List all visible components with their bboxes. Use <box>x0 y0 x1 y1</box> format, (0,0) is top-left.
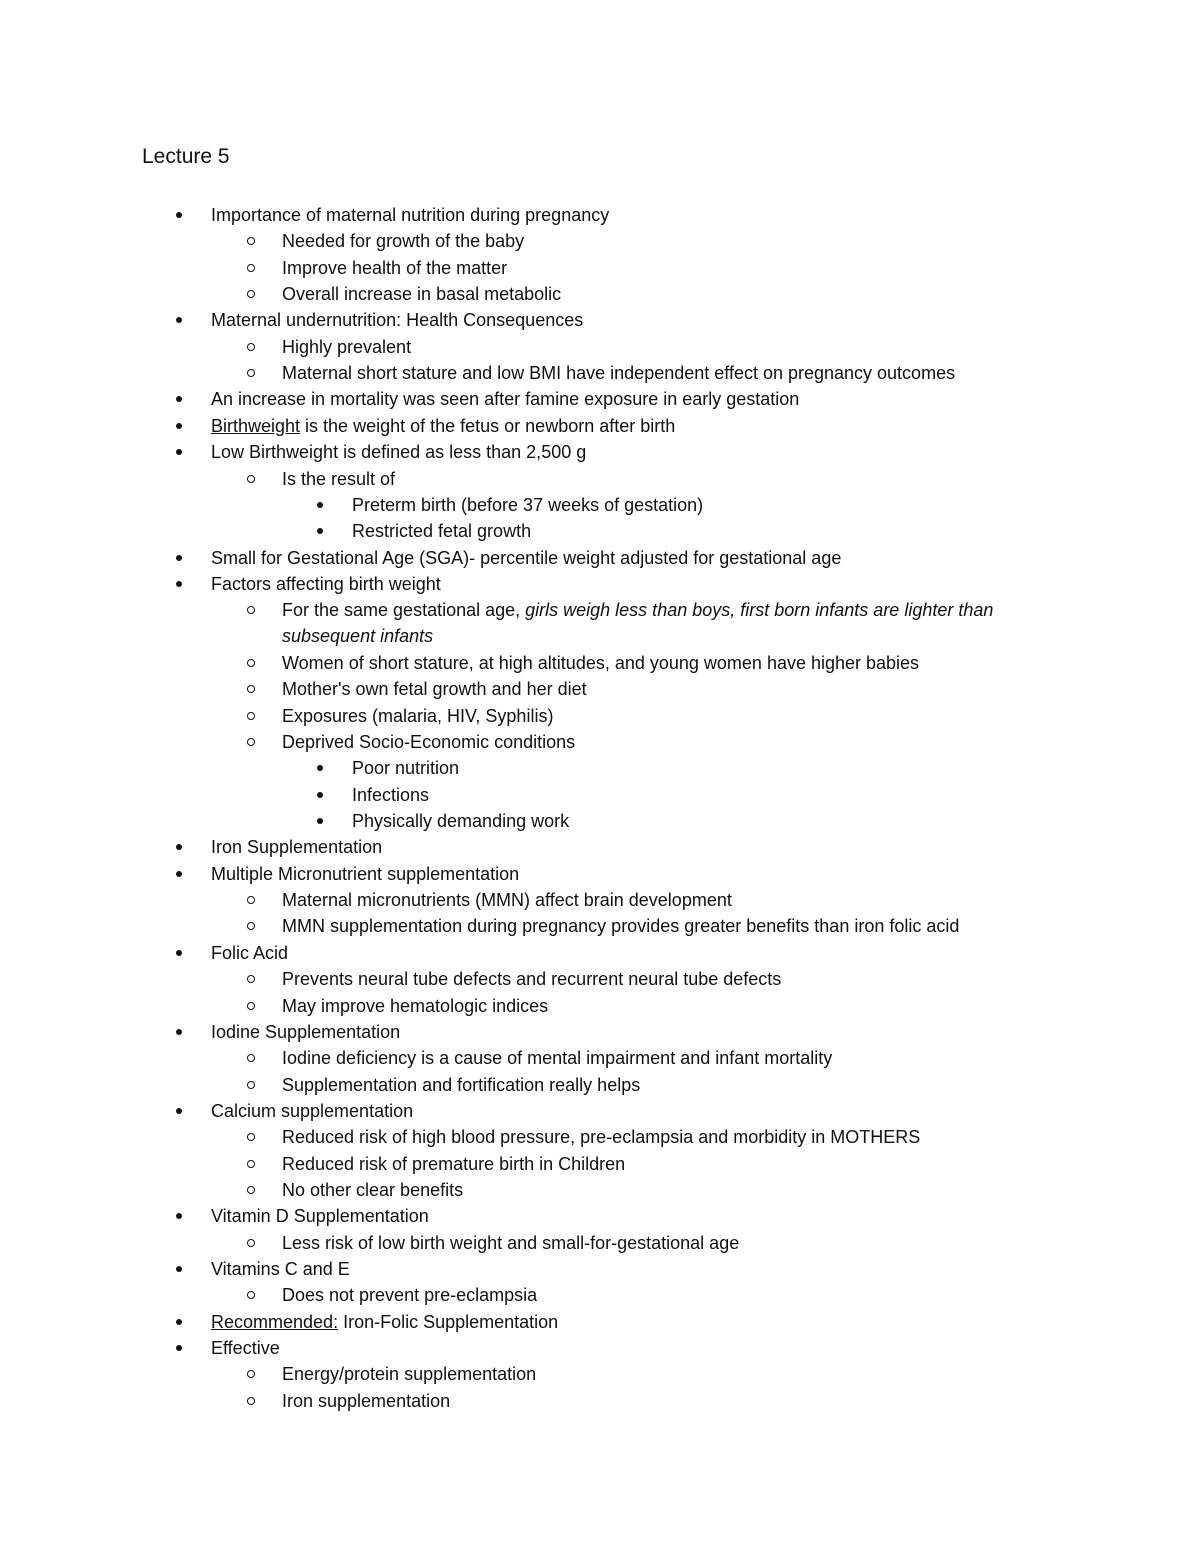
list-item-text: No other clear benefits <box>282 1179 464 1200</box>
list-item <box>211 1256 350 1282</box>
list-item <box>211 307 583 333</box>
list-item <box>282 887 732 913</box>
list-item <box>352 808 569 834</box>
list-item <box>211 1335 280 1361</box>
list-item <box>282 703 553 729</box>
list-item-text: Poor nutrition <box>352 758 460 779</box>
list-item <box>352 782 429 808</box>
list-item <box>282 360 955 386</box>
list-item-text: Less risk of low birth weight and small-for-gestational age <box>282 1232 740 1253</box>
list-item-text: Does not prevent pre-eclampsia <box>282 1285 538 1306</box>
list-item-text: Maternal micronutrients (MMN) affect brain development <box>282 890 732 911</box>
list-item <box>282 729 575 755</box>
list-item <box>282 597 1042 649</box>
list-item-text: Maternal undernutrition: Health Consequences <box>211 310 584 331</box>
list-item-text: Is the result of <box>282 468 396 489</box>
underlined-term: Recommended: <box>211 1311 339 1332</box>
list-item-text: Iron-Folic Supplementation <box>338 1311 559 1332</box>
list-item <box>282 228 524 254</box>
list-item <box>282 466 395 492</box>
list-item-text: Calcium supplementation <box>211 1100 414 1121</box>
list-item-text: Iron Supplementation <box>211 837 383 858</box>
list-item <box>282 1045 832 1071</box>
list-item <box>211 861 519 887</box>
list-item <box>282 1072 640 1098</box>
list-item-text: is the weight of the fetus or newborn after birth <box>300 415 676 436</box>
list-item-text: Importance of maternal nutrition during pregnancy <box>211 205 610 225</box>
list-item <box>211 1203 429 1229</box>
list-item <box>211 571 441 597</box>
list-item <box>282 1388 450 1414</box>
list-item <box>282 1177 463 1203</box>
list-item <box>282 334 411 360</box>
list-item <box>282 1282 537 1308</box>
list-item <box>352 755 459 781</box>
list-item <box>282 1124 920 1150</box>
list-item-text: May improve hematologic indices <box>282 995 549 1016</box>
list-item <box>282 1361 536 1387</box>
list-item-text: Small for Gestational Age (SGA)- percentile weight adjusted for gestational age <box>211 547 842 568</box>
list-item <box>211 439 586 465</box>
list-item-text: Effective <box>211 1338 280 1359</box>
list-item <box>211 202 609 228</box>
list-item-text: Deprived Socio-Economic conditions <box>282 732 576 752</box>
list-item-text: Prevents neural tube defects and recurrent neural tube defects <box>282 969 782 990</box>
italic-text: girls weigh less than boys, first born infants are lighter than subsequent infants <box>282 600 994 647</box>
list-item-text: Mother's own fetal growth and her diet <box>282 679 587 700</box>
list-item-text: Low Birthweight is defined as less than 2,500 g <box>211 442 587 463</box>
list-item-text: Iodine Supplementation <box>211 1021 401 1042</box>
list-item-text: Exposures (malaria, HIV, Syphilis) <box>282 705 554 726</box>
list-item-text: Multiple Micronutrient supplementation <box>211 863 520 884</box>
list-item-text: Overall increase in basal metabolic <box>282 284 562 305</box>
list-item-text: MMN supplementation during pregnancy provides greater benefits than iron folic acid <box>282 916 960 937</box>
list-item <box>282 1151 625 1177</box>
list-item <box>211 1098 413 1124</box>
underlined-term: Birthweight <box>211 415 301 436</box>
list-item-text: An increase in mortality was seen after famine exposure in early gestation <box>211 389 800 410</box>
list-item <box>352 518 531 544</box>
list-item <box>282 1230 739 1256</box>
list-item-text: Improve health of the matter <box>282 257 508 278</box>
list-item <box>282 913 959 939</box>
list-item-text: Iodine deficiency is a cause of mental impairment and infant mortality <box>282 1048 833 1069</box>
list-item <box>211 1309 558 1335</box>
list-item <box>211 545 841 571</box>
list-item <box>211 940 288 966</box>
list-item <box>211 413 675 439</box>
list-item-text: Reduced risk of high blood pressure, pre-eclampsia and morbidity in MOTHERS <box>282 1127 921 1148</box>
list-item <box>352 492 703 518</box>
list-item-text: Factors affecting birth weight <box>211 573 441 594</box>
page-title: Lecture 5 <box>142 145 230 168</box>
list-item <box>282 676 587 702</box>
list-item <box>282 993 548 1019</box>
list-item-text: For the same gestational age, <box>282 600 526 621</box>
list-item-text: Needed for growth of the baby <box>282 231 525 252</box>
list-item <box>211 834 382 860</box>
list-item <box>282 650 919 676</box>
list-item <box>282 255 507 281</box>
list-item-text: Vitamin D Supplementation <box>211 1206 429 1227</box>
list-item-text: Women of short stature, at high altitudes, and young women have higher babies <box>282 652 920 673</box>
list-item <box>211 1019 400 1045</box>
list-item-text: Vitamins C and E <box>211 1259 350 1279</box>
list-item <box>282 281 561 307</box>
list-item-text: Preterm birth (before 37 weeks of gestation) <box>352 494 704 515</box>
list-item <box>282 966 781 992</box>
list-item-text: Restricted fetal growth <box>352 521 532 542</box>
list-item-text: Folic Acid <box>211 942 289 963</box>
list-item-text: Reduced risk of premature birth in Children <box>282 1153 626 1174</box>
list-item <box>211 386 799 412</box>
list-item-text: Maternal short stature and low BMI have independent effect on pregnancy outcomes <box>282 363 956 384</box>
list-item-text: Iron supplementation <box>282 1390 451 1411</box>
list-item-text: Physically demanding work <box>352 811 570 832</box>
list-item-text: Infections <box>352 784 430 805</box>
list-item-text: Energy/protein supplementation <box>282 1364 537 1385</box>
list-item-text: Supplementation and fortification really helps <box>282 1074 641 1095</box>
list-item-text: Highly prevalent <box>282 336 412 357</box>
